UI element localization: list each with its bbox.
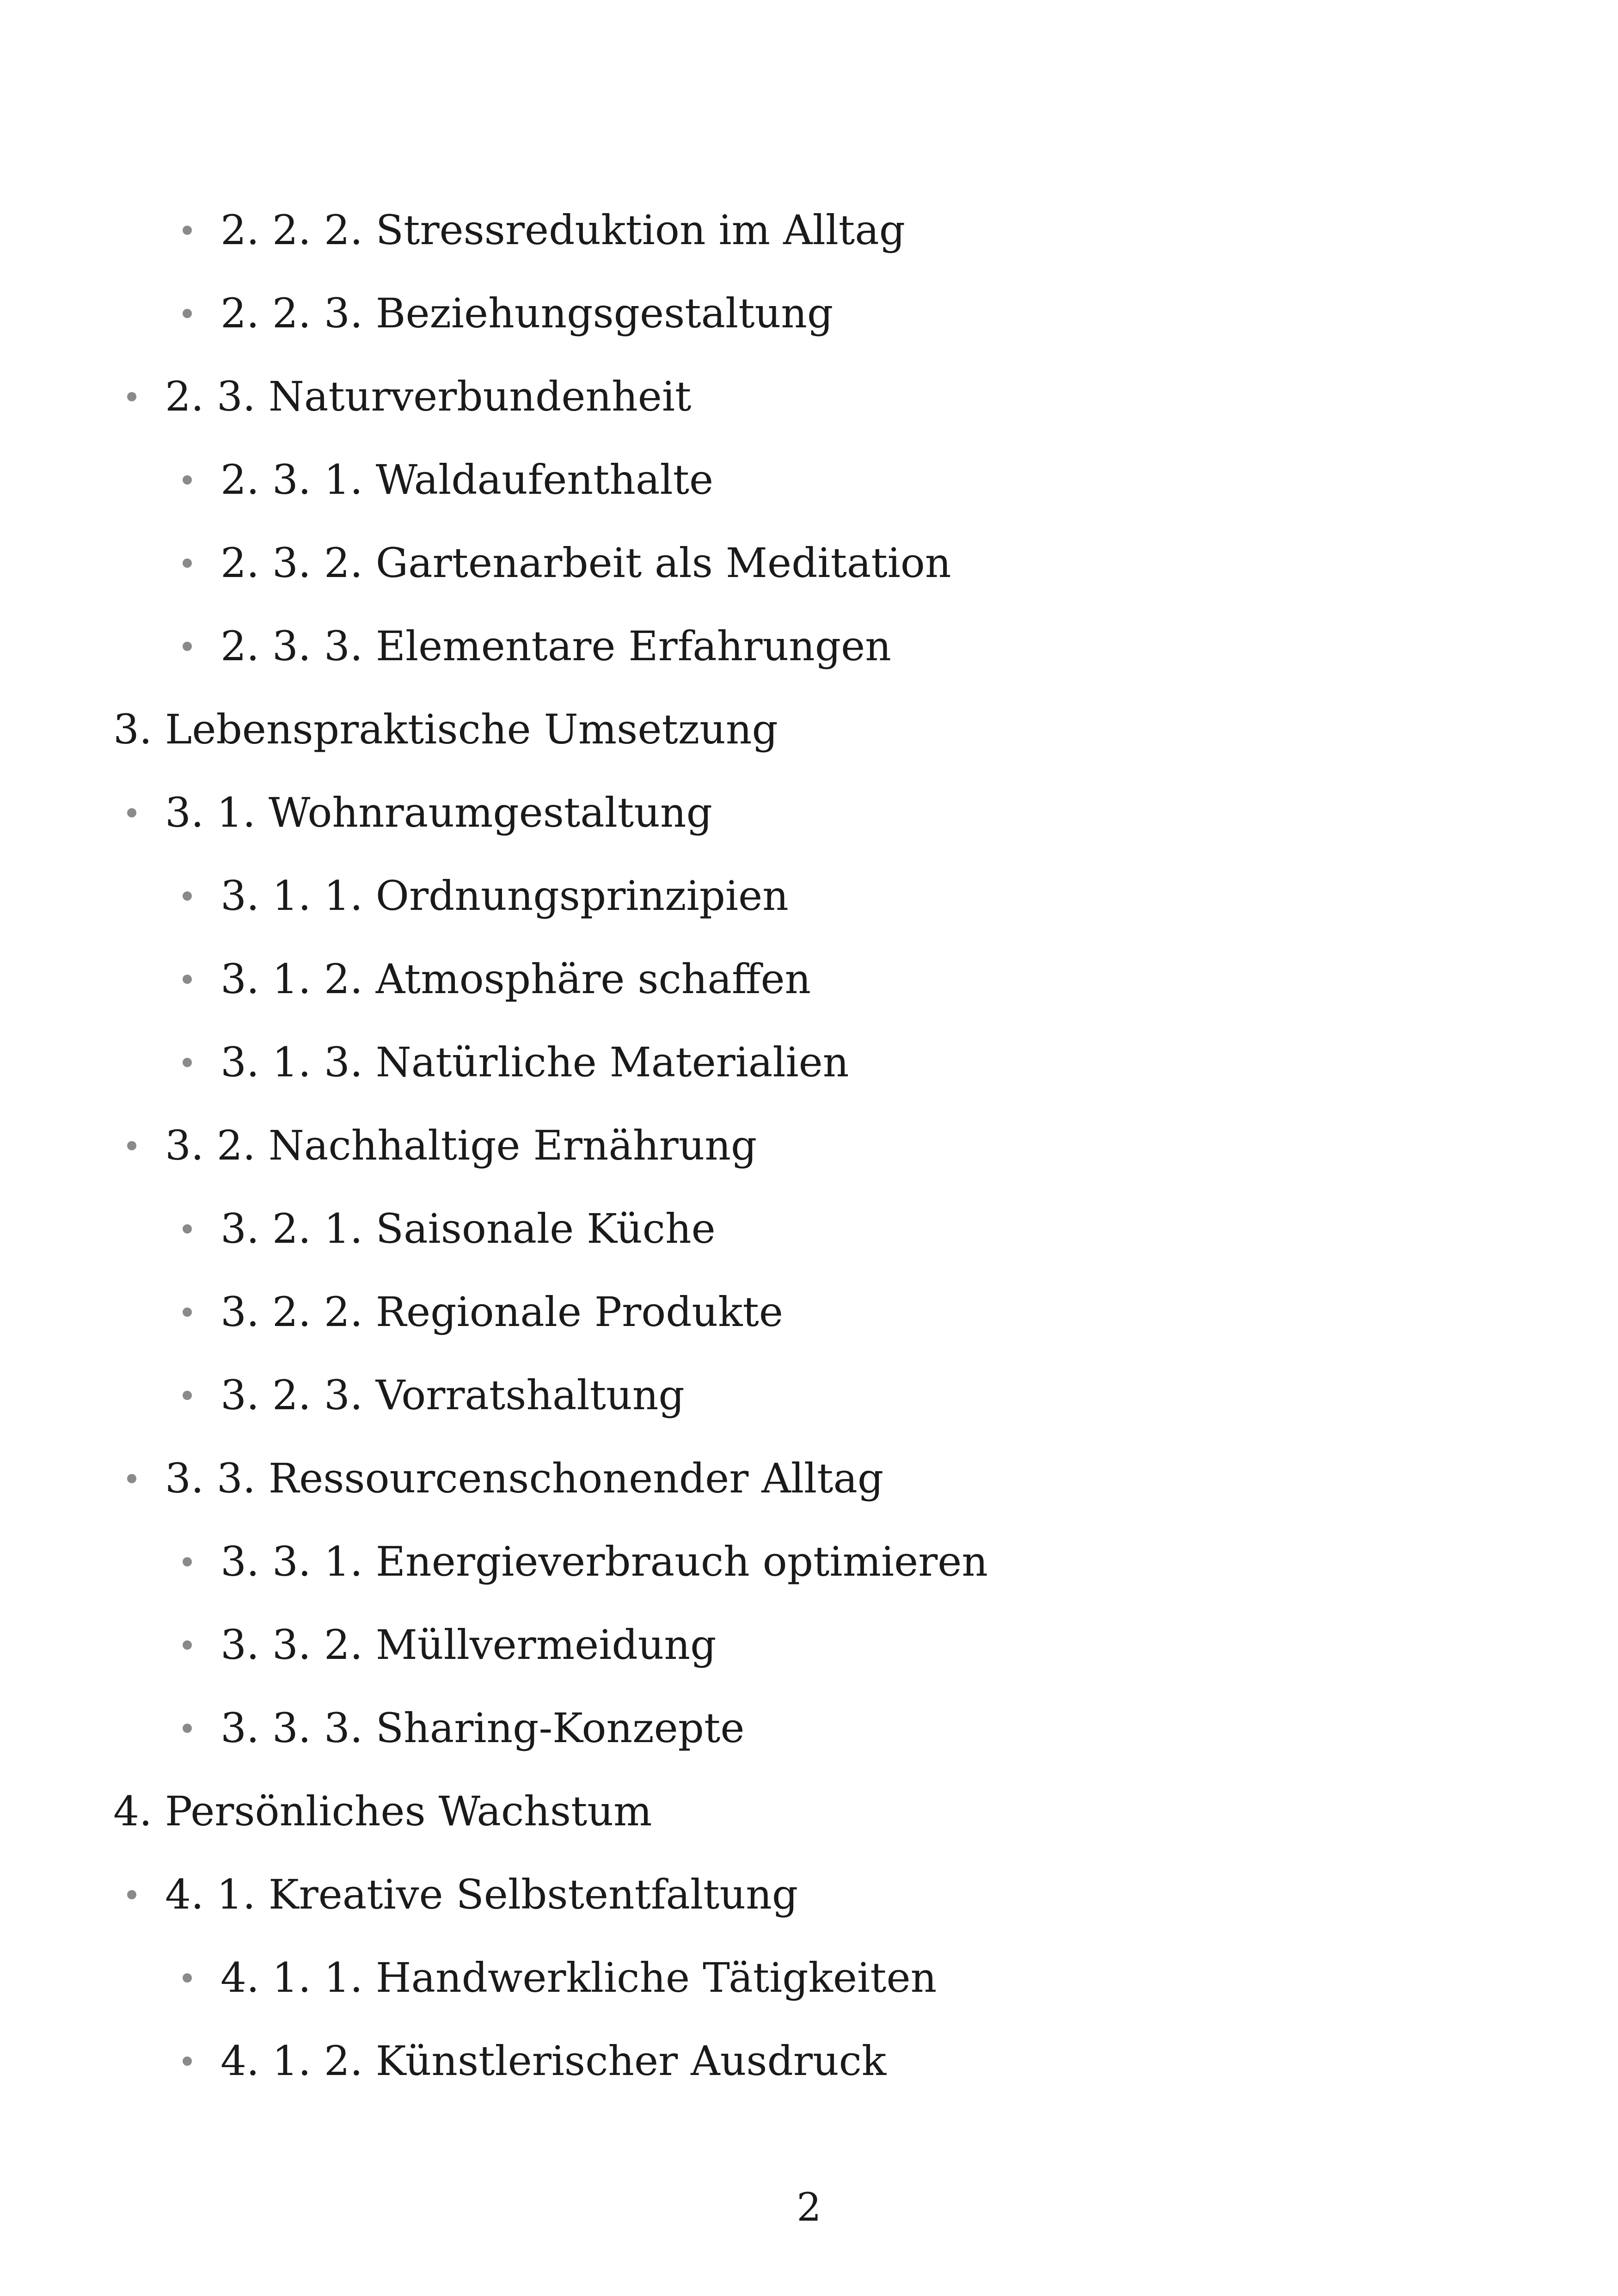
toc-entry-level3 (0, 1950, 937, 2006)
toc-entry-level3 (0, 1201, 716, 1257)
bullet-icon (183, 1058, 192, 1067)
toc-entry-level3 (0, 452, 713, 508)
toc-entry-level3 (0, 1284, 783, 1340)
toc-entry-text: 2. 2. 3. Beziehungsgestaltung (221, 289, 834, 337)
toc-entry-text: 3. 1. 2. Atmosphäre schaffen (221, 955, 811, 1003)
toc-entry-text: 4. 1. 2. Künstlerischer Ausdruck (221, 2037, 887, 2085)
toc-entry-level2 (0, 1867, 798, 1922)
toc-entry-text: 2. 3. Naturverbundenheit (165, 373, 692, 420)
toc-entry-level3 (0, 1534, 988, 1590)
toc-entry-text: 3. 3. 3. Sharing-Konzepte (221, 1704, 745, 1752)
bullet-icon (183, 309, 192, 318)
toc-entry-text: 3. 3. Ressourcenschonender Alltag (165, 1455, 884, 1502)
bullet-icon (127, 1474, 136, 1483)
toc-entry-level3 (0, 2033, 886, 2089)
toc-entry-level3 (0, 868, 789, 924)
bullet-icon (127, 1141, 136, 1150)
bullet-icon (183, 559, 192, 568)
toc-entry-level3 (0, 535, 951, 591)
toc-entry-level3 (0, 1368, 685, 1423)
toc-entry-text: 3. 2. Nachhaltige Ernährung (165, 1122, 757, 1169)
toc-entry-text: 2. 3. 1. Waldaufenthalte (221, 456, 714, 503)
bullet-icon (127, 392, 136, 401)
bullet-icon (183, 1973, 192, 1983)
page-number: 2 (797, 2185, 821, 2230)
toc-entry-level1 (0, 1784, 652, 1839)
bullet-icon (183, 1724, 192, 1733)
toc-entry-level3 (0, 203, 905, 258)
bullet-icon (183, 642, 192, 651)
toc-entry-text: 3. 3. 1. Energieverbrauch optimieren (221, 1538, 988, 1585)
bullet-icon (127, 808, 136, 817)
bullet-icon (127, 1890, 136, 1899)
toc-entry-level3 (0, 286, 833, 341)
toc-entry-level3 (0, 1701, 744, 1756)
toc-entry-text: 3. 2. 3. Vorratshaltung (221, 1371, 685, 1419)
toc-entry-level2 (0, 369, 691, 424)
bullet-icon (183, 1640, 192, 1650)
toc-entry-text: 3. 2. 1. Saisonale Küche (221, 1205, 716, 1252)
toc-entry-text: 3. Lebenspraktische Umsetzung (113, 706, 778, 753)
toc-entry-level3 (0, 619, 891, 674)
bullet-icon (183, 2057, 192, 2066)
bullet-icon (183, 891, 192, 901)
toc-entry-level2 (0, 1451, 883, 1506)
bullet-icon (183, 1308, 192, 1317)
toc-entry-text: 2. 2. 2. Stressreduktion im Alltag (221, 206, 906, 254)
toc-entry-text: 4. 1. 1. Handwerkliche Tätigkeiten (221, 1954, 937, 2001)
toc-entry-text: 4. 1. Kreative Selbstentfaltung (165, 1871, 798, 1918)
bullet-icon (183, 1557, 192, 1566)
toc-entry-text: 3. 1. 3. Natürliche Materialien (221, 1038, 849, 1086)
toc-entry-level3 (0, 952, 811, 1007)
toc-entry-text: 2. 3. 2. Gartenarbeit als Meditation (221, 539, 951, 587)
toc-entry-text: 4. Persönliches Wachstum (113, 1787, 652, 1835)
bullet-icon (183, 475, 192, 485)
toc-entry-level3 (0, 1035, 849, 1090)
toc-entry-text: 3. 1. Wohnraumgestaltung (165, 789, 712, 836)
toc-entry-text: 2. 3. 3. Elementare Erfahrungen (221, 622, 891, 670)
bullet-icon (183, 1391, 192, 1400)
toc-entry-level2 (0, 785, 712, 841)
toc-entry-text: 3. 3. 2. Müllvermeidung (221, 1621, 717, 1669)
bullet-icon (183, 226, 192, 235)
toc-entry-level2 (0, 1118, 757, 1173)
toc-entry-text: 3. 1. 1. Ordnungsprinzipien (221, 872, 789, 920)
toc-entry-level3 (0, 1617, 716, 1673)
toc-entry-level1 (0, 702, 778, 757)
bullet-icon (183, 975, 192, 984)
toc-entry-text: 3. 2. 2. Regionale Produkte (221, 1288, 783, 1336)
bullet-icon (183, 1224, 192, 1234)
